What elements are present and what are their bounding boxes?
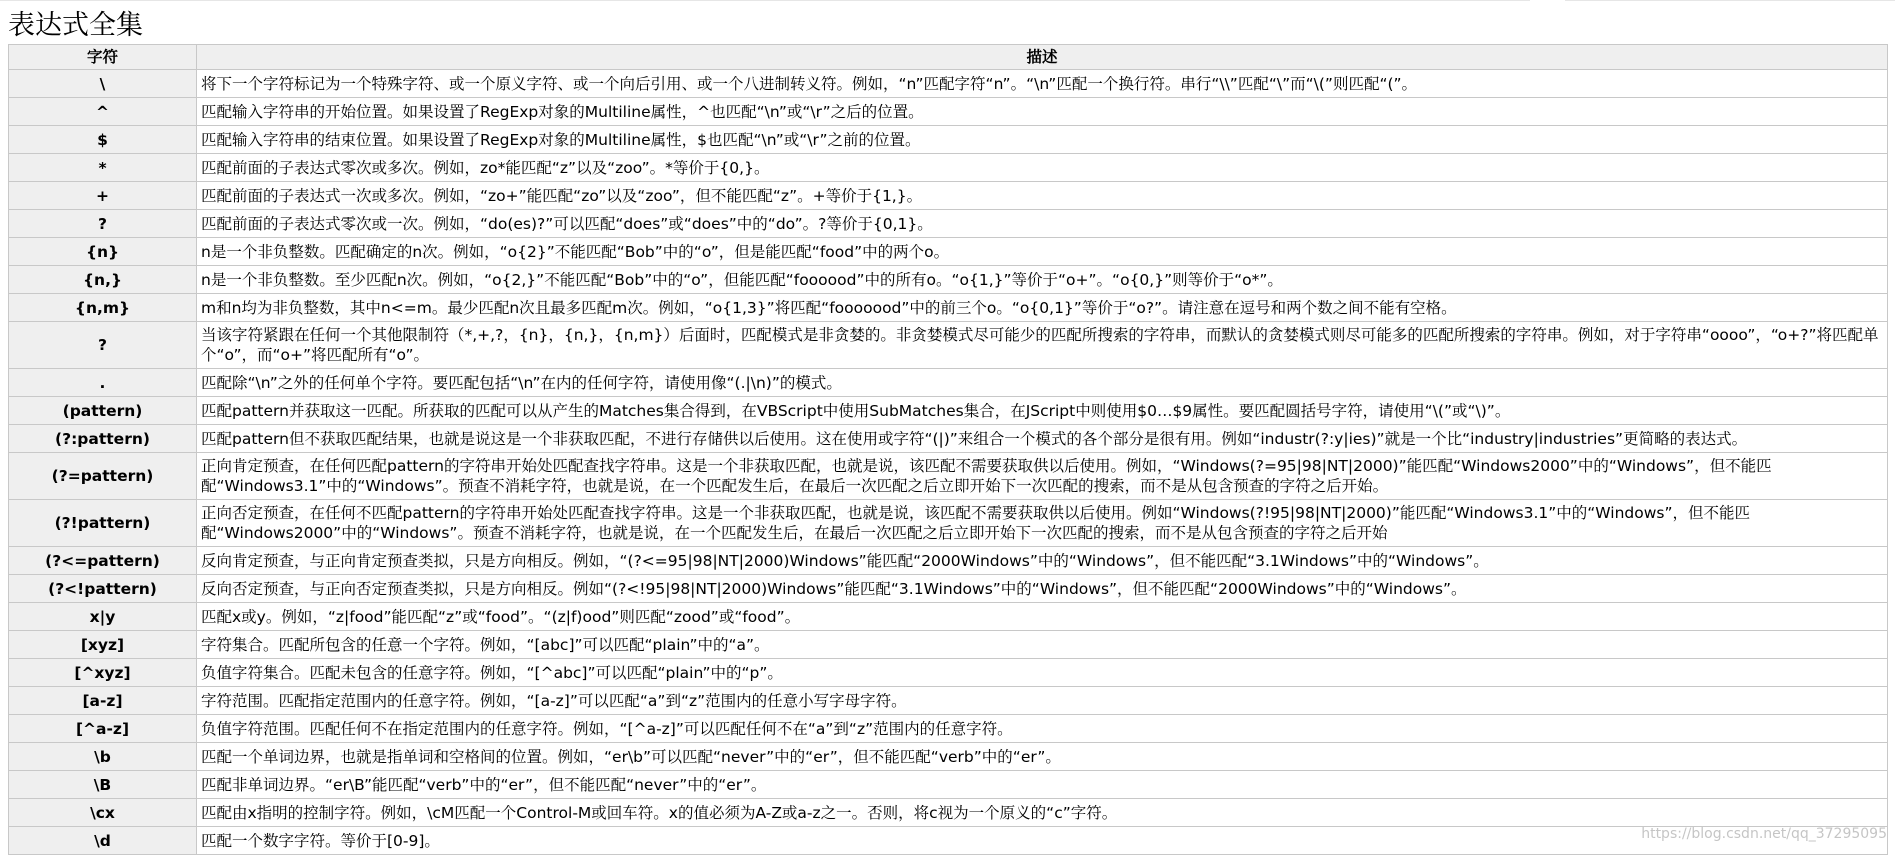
table-row: [9, 631, 1888, 659]
row-symbol: .: [9, 369, 197, 397]
row-symbol: +: [9, 182, 197, 210]
row-description: 匹配前面的子表达式一次或多次。例如，“zo+”能匹配“zo”以及“zoo”，但不能匹配“z”。+等价于{1,}。: [197, 182, 1888, 210]
table-row: [9, 210, 1888, 238]
row-description: 当该字符紧跟在任何一个其他限制符（*,+,?，{n}，{n,}，{n,m}）后面时，匹配模式是非贪婪的。非贪婪模式尽可能少的匹配所搜索的字符串，而默认的贪婪模式则尽可能多的匹配所搜索的字符串。例如，对于字符串“oooo”，“o+?”将匹配单个“o”，而“o+”将匹配所有“o”。: [197, 322, 1888, 369]
page-title: 表达式全集: [8, 10, 143, 41]
row-description: 正向肯定预查，在任何匹配pattern的字符串开始处匹配查找字符串。这是一个非获取匹配，也就是说，该匹配不需要获取供以后使用。例如，“Windows(?=95|98|NT|2000)”能匹配“Windows2000”中的“Windows”，但不能匹配“Windows3.1”中的“Windows”。预查不消耗字符，也就是说，在一个匹配发生后，在最后一次匹配之后立即开始下一次匹配的搜索，而不是从包含预查的字符之后开始。: [197, 453, 1888, 500]
row-description: 匹配一个数字字符。等价于[0-9]。: [197, 827, 1888, 855]
column-header-description: 描述: [197, 45, 1888, 70]
row-symbol: {n,}: [9, 266, 197, 294]
row-description: 匹配pattern并获取这一匹配。所获取的匹配可以从产生的Matches集合得到，在VBScript中使用SubMatches集合，在JScript中则使用$0…$9属性。要匹配圆括号字符，请使用“\(”或“\)”。: [197, 397, 1888, 425]
table-row: [9, 126, 1888, 154]
row-symbol: (?=pattern): [9, 453, 197, 500]
table-row: [9, 425, 1888, 453]
row-symbol: (?:pattern): [9, 425, 197, 453]
table-row: [9, 294, 1888, 322]
row-symbol: \B: [9, 771, 197, 799]
row-symbol: \cx: [9, 799, 197, 827]
row-description: 匹配由x指明的控制字符。例如，\cM匹配一个Control-M或回车符。x的值必须为A-Z或a-z之一。否则，将c视为一个原义的“c”字符。: [197, 799, 1888, 827]
table-row: [9, 98, 1888, 126]
row-description: 匹配非单词边界。“er\B”能匹配“verb”中的“er”，但不能匹配“never”中的“er”。: [197, 771, 1888, 799]
row-description: 匹配一个单词边界，也就是指单词和空格间的位置。例如，“er\b”可以匹配“never”中的“er”，但不能匹配“verb”中的“er”。: [197, 743, 1888, 771]
row-symbol: {n}: [9, 238, 197, 266]
row-symbol: \: [9, 70, 197, 98]
table-row: [9, 266, 1888, 294]
row-description: 匹配前面的子表达式零次或一次。例如，“do(es)?”可以匹配“does”或“does”中的“do”。?等价于{0,1}。: [197, 210, 1888, 238]
row-description: 负值字符集合。匹配未包含的任意字符。例如，“[^abc]”可以匹配“plain”中的“p”。: [197, 659, 1888, 687]
table-header-row: [9, 45, 1888, 70]
table-row: [9, 827, 1888, 855]
row-symbol: (?!pattern): [9, 500, 197, 547]
table-row: [9, 603, 1888, 631]
row-description: 负值字符范围。匹配任何不在指定范围内的任意字符。例如，“[^a-z]”可以匹配任何不在“a”到“z”范围内的任意字符。: [197, 715, 1888, 743]
row-symbol: \d: [9, 827, 197, 855]
row-description: 字符集合。匹配所包含的任意一个字符。例如，“[abc]”可以匹配“plain”中的“a”。: [197, 631, 1888, 659]
row-description: 匹配前面的子表达式零次或多次。例如，zo*能匹配“z”以及“zoo”。*等价于{0,}。: [197, 154, 1888, 182]
row-symbol: *: [9, 154, 197, 182]
row-description: m和n均为非负整数，其中n<=m。最少匹配n次且最多匹配m次。例如，“o{1,3}”将匹配“fooooood”中的前三个o。“o{0,1}”等价于“o?”。请注意在逗号和两个数之间不能有空格。: [197, 294, 1888, 322]
table-row: [9, 547, 1888, 575]
table-row: [9, 322, 1888, 369]
row-symbol: x|y: [9, 603, 197, 631]
row-symbol: (pattern): [9, 397, 197, 425]
row-description: 将下一个字符标记为一个特殊字符、或一个原义字符、或一个向后引用、或一个八进制转义符。例如，“n”匹配字符“n”。“\n”匹配一个换行符。串行“\\”匹配“\”而“\(”则匹配“(”。: [197, 70, 1888, 98]
top-border-line: [0, 0, 1530, 1]
row-symbol: [a-z]: [9, 687, 197, 715]
row-symbol: ?: [9, 322, 197, 369]
row-description: 正向否定预查，在任何不匹配pattern的字符串开始处匹配查找字符串。这是一个非获取匹配，也就是说，该匹配不需要获取供以后使用。例如“Windows(?!95|98|NT|2000)”能匹配“Windows3.1”中的“Windows”，但不能匹配“Windows2000”中的“Windows”。预查不消耗字符，也就是说，在一个匹配发生后，在最后一次匹配之后立即开始下一次匹配的搜索，而不是从包含预查的字符之后开始: [197, 500, 1888, 547]
table-row: [9, 182, 1888, 210]
table-row: [9, 743, 1888, 771]
row-symbol: (?<=pattern): [9, 547, 197, 575]
table-row: [9, 369, 1888, 397]
table-row: [9, 154, 1888, 182]
table-row: [9, 771, 1888, 799]
row-description: 匹配输入字符串的结束位置。如果设置了RegExp对象的Multiline属性，$也匹配“\n”或“\r”之前的位置。: [197, 126, 1888, 154]
row-description: 匹配x或y。例如，“z|food”能匹配“z”或“food”。“(z|f)ood”则匹配“zood”或“food”。: [197, 603, 1888, 631]
table-row: [9, 659, 1888, 687]
row-description: n是一个非负整数。至少匹配n次。例如，“o{2,}”不能匹配“Bob”中的“o”，但能匹配“foooood”中的所有o。“o{1,}”等价于“o+”。“o{0,}”则等价于“o*”。: [197, 266, 1888, 294]
table-row: [9, 500, 1888, 547]
column-header-symbol: 字符: [9, 45, 197, 70]
table-row: [9, 70, 1888, 98]
row-symbol: [^xyz]: [9, 659, 197, 687]
row-symbol: [xyz]: [9, 631, 197, 659]
table-row: [9, 687, 1888, 715]
table-row: [9, 453, 1888, 500]
row-symbol: ^: [9, 98, 197, 126]
row-description: 反向否定预查，与正向否定预查类拟，只是方向相反。例如“(?<!95|98|NT|2000)Windows”能匹配“3.1Windows”中的“Windows”，但不能匹配“2000Windows”中的“Windows”。: [197, 575, 1888, 603]
row-symbol: {n,m}: [9, 294, 197, 322]
row-symbol: [^a-z]: [9, 715, 197, 743]
row-symbol: (?<!pattern): [9, 575, 197, 603]
table-row: [9, 238, 1888, 266]
row-description: 匹配输入字符串的开始位置。如果设置了RegExp对象的Multiline属性，^也匹配“\n”或“\r”之后的位置。: [197, 98, 1888, 126]
top-border-line: [1565, 0, 1895, 1]
row-description: 字符范围。匹配指定范围内的任意字符。例如，“[a-z]”可以匹配“a”到“z”范围内的任意小写字母字符。: [197, 687, 1888, 715]
row-description: 匹配pattern但不获取匹配结果，也就是说这是一个非获取匹配，不进行存储供以后使用。这在使用或字符“(|)”来组合一个模式的各个部分是很有用。例如“industr(?:y|ies)”就是一个比“industry|industries”更简略的表达式。: [197, 425, 1888, 453]
row-description: n是一个非负整数。匹配确定的n次。例如，“o{2}”不能匹配“Bob”中的“o”，但是能匹配“food”中的两个o。: [197, 238, 1888, 266]
row-symbol: $: [9, 126, 197, 154]
row-symbol: ?: [9, 210, 197, 238]
table-row: [9, 575, 1888, 603]
regex-table: [8, 44, 1888, 855]
watermark: https://blog.csdn.net/qq_37295095: [1641, 826, 1887, 842]
table-row: [9, 715, 1888, 743]
row-description: 匹配除“\n”之外的任何单个字符。要匹配包括“\n”在内的任何字符，请使用像“(.|\n)”的模式。: [197, 369, 1888, 397]
table-row: [9, 799, 1888, 827]
row-description: 反向肯定预查，与正向肯定预查类拟，只是方向相反。例如，“(?<=95|98|NT|2000)Windows”能匹配“2000Windows”中的“Windows”，但不能匹配“3.1Windows”中的“Windows”。: [197, 547, 1888, 575]
row-symbol: \b: [9, 743, 197, 771]
table-row: [9, 397, 1888, 425]
